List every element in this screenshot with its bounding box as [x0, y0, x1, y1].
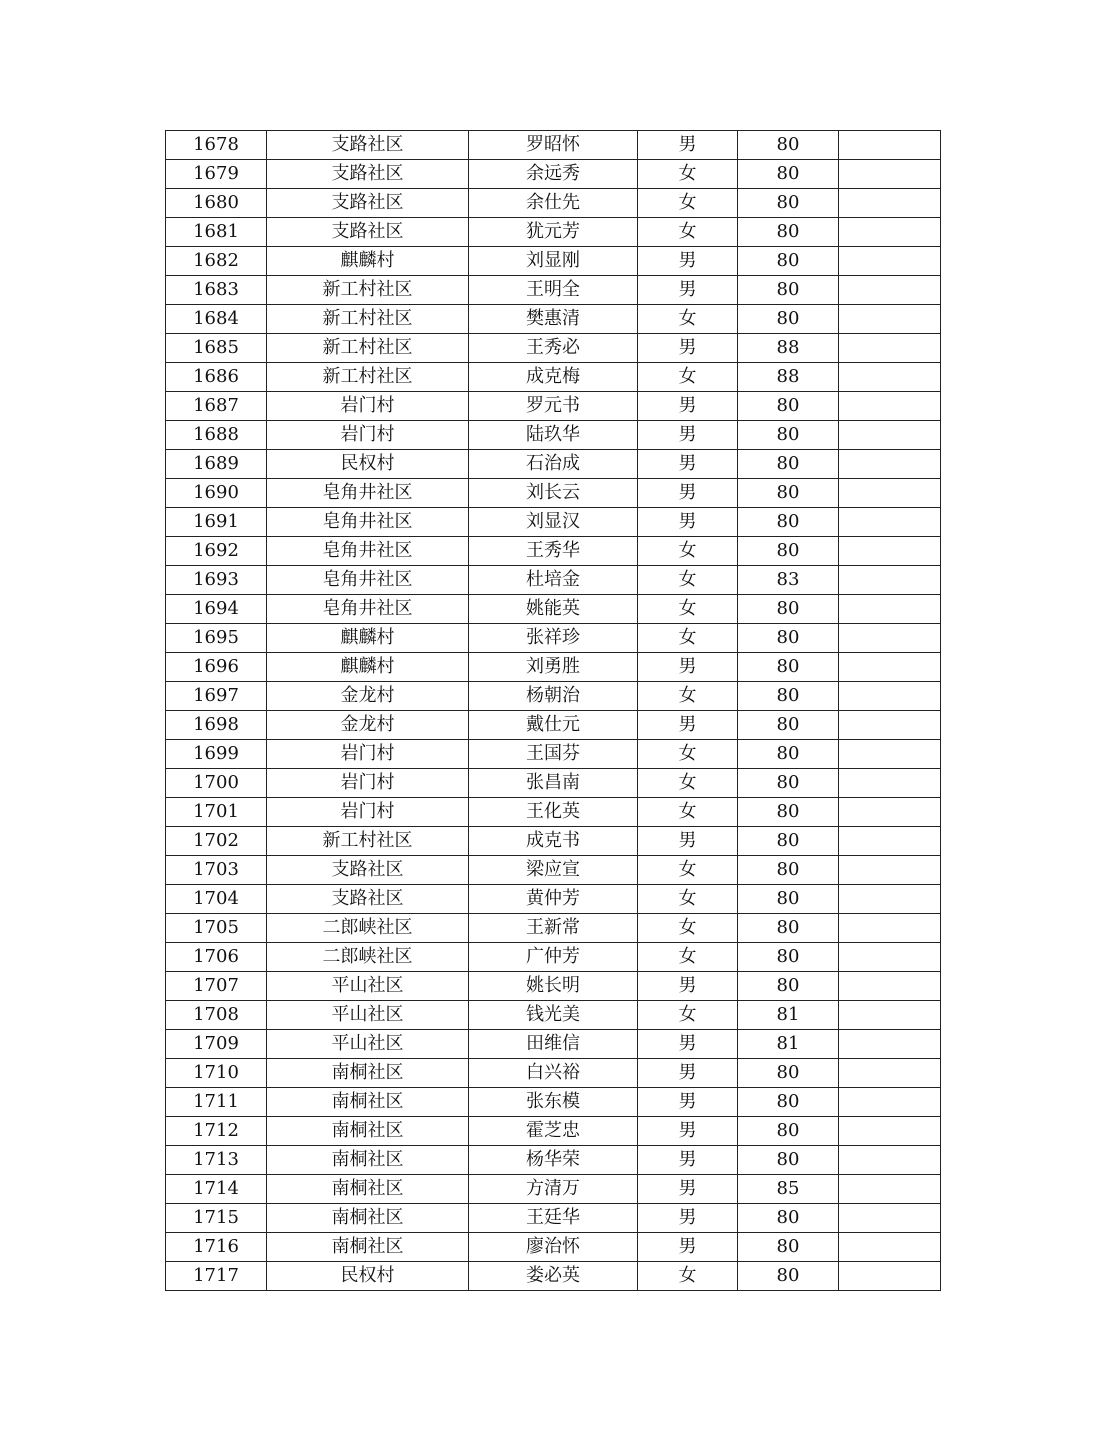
remark-cell	[839, 914, 941, 943]
community-cell: 皂角井社区	[267, 566, 469, 595]
community-cell: 岩门村	[267, 798, 469, 827]
remark-cell	[839, 218, 941, 247]
row-number-cell: 1702	[166, 827, 267, 856]
person-name-cell: 张东模	[469, 1088, 638, 1117]
gender-cell: 女	[638, 740, 738, 769]
row-number-cell: 1711	[166, 1088, 267, 1117]
row-number-cell: 1684	[166, 305, 267, 334]
remark-cell	[839, 363, 941, 392]
remark-cell	[839, 479, 941, 508]
age-cell: 81	[738, 1030, 839, 1059]
table-row	[166, 711, 941, 740]
community-cell: 南桐社区	[267, 1233, 469, 1262]
table-row	[166, 1233, 941, 1262]
row-number-cell: 1689	[166, 450, 267, 479]
person-name-cell: 戴仕元	[469, 711, 638, 740]
person-name-cell: 王国芬	[469, 740, 638, 769]
table-row	[166, 682, 941, 711]
row-number-cell: 1710	[166, 1059, 267, 1088]
remark-cell	[839, 885, 941, 914]
age-cell: 80	[738, 943, 839, 972]
gender-cell: 男	[638, 1030, 738, 1059]
community-cell: 金龙村	[267, 682, 469, 711]
gender-cell: 女	[638, 305, 738, 334]
age-cell: 88	[738, 334, 839, 363]
table-row	[166, 566, 941, 595]
remark-cell	[839, 1030, 941, 1059]
gender-cell: 男	[638, 1146, 738, 1175]
person-name-cell: 王化英	[469, 798, 638, 827]
row-number-cell: 1686	[166, 363, 267, 392]
remark-cell	[839, 1059, 941, 1088]
community-cell: 岩门村	[267, 769, 469, 798]
age-cell: 80	[738, 392, 839, 421]
person-name-cell: 梁应宣	[469, 856, 638, 885]
community-cell: 支路社区	[267, 160, 469, 189]
gender-cell: 女	[638, 537, 738, 566]
community-cell: 支路社区	[267, 218, 469, 247]
gender-cell: 女	[638, 624, 738, 653]
age-cell: 80	[738, 595, 839, 624]
community-cell: 民权村	[267, 450, 469, 479]
remark-cell	[839, 711, 941, 740]
community-cell: 新工村社区	[267, 334, 469, 363]
community-cell: 皂角井社区	[267, 537, 469, 566]
person-name-cell: 王新常	[469, 914, 638, 943]
gender-cell: 男	[638, 827, 738, 856]
community-cell: 支路社区	[267, 189, 469, 218]
age-cell: 80	[738, 1146, 839, 1175]
community-cell: 新工村社区	[267, 827, 469, 856]
row-number-cell: 1699	[166, 740, 267, 769]
person-name-cell: 杨华荣	[469, 1146, 638, 1175]
remark-cell	[839, 1204, 941, 1233]
remark-cell	[839, 798, 941, 827]
gender-cell: 女	[638, 885, 738, 914]
remark-cell	[839, 247, 941, 276]
community-cell: 南桐社区	[267, 1204, 469, 1233]
gender-cell: 女	[638, 856, 738, 885]
table-row	[166, 624, 941, 653]
remark-cell	[839, 769, 941, 798]
age-cell: 80	[738, 160, 839, 189]
gender-cell: 男	[638, 653, 738, 682]
table-row	[166, 537, 941, 566]
row-number-cell: 1701	[166, 798, 267, 827]
community-cell: 皂角井社区	[267, 595, 469, 624]
table-row	[166, 972, 941, 1001]
table-row	[166, 1204, 941, 1233]
community-cell: 新工村社区	[267, 305, 469, 334]
remark-cell	[839, 1088, 941, 1117]
community-cell: 岩门村	[267, 740, 469, 769]
age-cell: 80	[738, 1262, 839, 1291]
gender-cell: 女	[638, 189, 738, 218]
age-cell: 80	[738, 1059, 839, 1088]
row-number-cell: 1680	[166, 189, 267, 218]
row-number-cell: 1682	[166, 247, 267, 276]
age-cell: 88	[738, 363, 839, 392]
table-row	[166, 392, 941, 421]
gender-cell: 男	[638, 1204, 738, 1233]
remark-cell	[839, 508, 941, 537]
person-name-cell: 廖治怀	[469, 1233, 638, 1262]
row-number-cell: 1694	[166, 595, 267, 624]
community-cell: 南桐社区	[267, 1059, 469, 1088]
age-cell: 80	[738, 769, 839, 798]
age-cell: 83	[738, 566, 839, 595]
person-name-cell: 张祥珍	[469, 624, 638, 653]
table-row	[166, 450, 941, 479]
table-row	[166, 1175, 941, 1204]
table-row	[166, 218, 941, 247]
gender-cell: 女	[638, 363, 738, 392]
community-cell: 南桐社区	[267, 1117, 469, 1146]
gender-cell: 男	[638, 247, 738, 276]
person-name-cell: 余远秀	[469, 160, 638, 189]
age-cell: 80	[738, 798, 839, 827]
gender-cell: 男	[638, 421, 738, 450]
gender-cell: 女	[638, 769, 738, 798]
row-number-cell: 1693	[166, 566, 267, 595]
community-cell: 民权村	[267, 1262, 469, 1291]
age-cell: 80	[738, 1088, 839, 1117]
table-row	[166, 1001, 941, 1030]
remark-cell	[839, 421, 941, 450]
remark-cell	[839, 392, 941, 421]
table-row	[166, 363, 941, 392]
community-cell: 金龙村	[267, 711, 469, 740]
community-cell: 麒麟村	[267, 624, 469, 653]
person-name-cell: 犹元芳	[469, 218, 638, 247]
person-name-cell: 广仲芳	[469, 943, 638, 972]
person-name-cell: 张昌南	[469, 769, 638, 798]
row-number-cell: 1683	[166, 276, 267, 305]
row-number-cell: 1692	[166, 537, 267, 566]
row-number-cell: 1703	[166, 856, 267, 885]
person-name-cell: 杨朝治	[469, 682, 638, 711]
community-cell: 麒麟村	[267, 247, 469, 276]
age-cell: 80	[738, 914, 839, 943]
gender-cell: 女	[638, 1262, 738, 1291]
row-number-cell: 1700	[166, 769, 267, 798]
age-cell: 80	[738, 508, 839, 537]
remark-cell	[839, 740, 941, 769]
gender-cell: 男	[638, 392, 738, 421]
age-cell: 80	[738, 1117, 839, 1146]
row-number-cell: 1709	[166, 1030, 267, 1059]
table-row	[166, 276, 941, 305]
community-cell: 麒麟村	[267, 653, 469, 682]
age-cell: 80	[738, 827, 839, 856]
row-number-cell: 1714	[166, 1175, 267, 1204]
age-cell: 80	[738, 479, 839, 508]
person-name-cell: 樊惠清	[469, 305, 638, 334]
row-number-cell: 1715	[166, 1204, 267, 1233]
gender-cell: 男	[638, 131, 738, 160]
community-cell: 新工村社区	[267, 363, 469, 392]
row-number-cell: 1707	[166, 972, 267, 1001]
person-name-cell: 罗昭怀	[469, 131, 638, 160]
gender-cell: 男	[638, 334, 738, 363]
table-row	[166, 160, 941, 189]
person-name-cell: 姚长明	[469, 972, 638, 1001]
remark-cell	[839, 450, 941, 479]
person-name-cell: 刘勇胜	[469, 653, 638, 682]
community-cell: 支路社区	[267, 856, 469, 885]
gender-cell: 男	[638, 450, 738, 479]
person-name-cell: 娄必英	[469, 1262, 638, 1291]
table-row	[166, 1146, 941, 1175]
person-name-cell: 黄仲芳	[469, 885, 638, 914]
table-row	[166, 131, 941, 160]
remark-cell	[839, 653, 941, 682]
table-row	[166, 334, 941, 363]
row-number-cell: 1695	[166, 624, 267, 653]
age-cell: 85	[738, 1175, 839, 1204]
person-name-cell: 石治成	[469, 450, 638, 479]
remark-cell	[839, 537, 941, 566]
person-name-cell: 成克梅	[469, 363, 638, 392]
row-number-cell: 1681	[166, 218, 267, 247]
person-name-cell: 刘显刚	[469, 247, 638, 276]
gender-cell: 男	[638, 276, 738, 305]
community-cell: 二郎峡社区	[267, 943, 469, 972]
table-row	[166, 1117, 941, 1146]
person-name-cell: 余仕先	[469, 189, 638, 218]
person-name-cell: 成克书	[469, 827, 638, 856]
row-number-cell: 1704	[166, 885, 267, 914]
remark-cell	[839, 1117, 941, 1146]
remark-cell	[839, 943, 941, 972]
remark-cell	[839, 1175, 941, 1204]
gender-cell: 男	[638, 1175, 738, 1204]
row-number-cell: 1697	[166, 682, 267, 711]
person-name-cell: 王廷华	[469, 1204, 638, 1233]
gender-cell: 女	[638, 798, 738, 827]
age-cell: 80	[738, 276, 839, 305]
gender-cell: 男	[638, 508, 738, 537]
community-cell: 南桐社区	[267, 1146, 469, 1175]
table-row	[166, 798, 941, 827]
gender-cell: 女	[638, 160, 738, 189]
community-cell: 新工村社区	[267, 276, 469, 305]
person-name-cell: 刘长云	[469, 479, 638, 508]
person-name-cell: 姚能英	[469, 595, 638, 624]
age-cell: 80	[738, 537, 839, 566]
community-cell: 平山社区	[267, 1001, 469, 1030]
row-number-cell: 1706	[166, 943, 267, 972]
age-cell: 80	[738, 653, 839, 682]
row-number-cell: 1678	[166, 131, 267, 160]
table-row	[166, 914, 941, 943]
age-cell: 80	[738, 421, 839, 450]
table-row	[166, 305, 941, 334]
community-cell: 支路社区	[267, 131, 469, 160]
person-name-cell: 霍芝忠	[469, 1117, 638, 1146]
person-name-cell: 王明全	[469, 276, 638, 305]
age-cell: 80	[738, 740, 839, 769]
person-name-cell: 王秀必	[469, 334, 638, 363]
community-cell: 平山社区	[267, 972, 469, 1001]
row-number-cell: 1696	[166, 653, 267, 682]
age-cell: 80	[738, 1204, 839, 1233]
age-cell: 80	[738, 711, 839, 740]
person-name-cell: 钱光美	[469, 1001, 638, 1030]
remark-cell	[839, 305, 941, 334]
remark-cell	[839, 334, 941, 363]
remark-cell	[839, 1001, 941, 1030]
table-row	[166, 421, 941, 450]
remark-cell	[839, 856, 941, 885]
person-name-cell: 方清万	[469, 1175, 638, 1204]
gender-cell: 女	[638, 682, 738, 711]
community-cell: 支路社区	[267, 885, 469, 914]
table-row	[166, 885, 941, 914]
age-cell: 80	[738, 218, 839, 247]
table-row	[166, 1030, 941, 1059]
gender-cell: 女	[638, 566, 738, 595]
row-number-cell: 1679	[166, 160, 267, 189]
table-row	[166, 1059, 941, 1088]
gender-cell: 男	[638, 1117, 738, 1146]
remark-cell	[839, 827, 941, 856]
age-cell: 80	[738, 856, 839, 885]
age-cell: 81	[738, 1001, 839, 1030]
table-row	[166, 479, 941, 508]
community-cell: 二郎峡社区	[267, 914, 469, 943]
table-row	[166, 856, 941, 885]
person-name-cell: 杜培金	[469, 566, 638, 595]
table-row	[166, 189, 941, 218]
row-number-cell: 1708	[166, 1001, 267, 1030]
table-row	[166, 740, 941, 769]
community-cell: 皂角井社区	[267, 479, 469, 508]
table-row	[166, 1262, 941, 1291]
gender-cell: 男	[638, 972, 738, 1001]
gender-cell: 男	[638, 479, 738, 508]
remark-cell	[839, 189, 941, 218]
gender-cell: 男	[638, 1233, 738, 1262]
age-cell: 80	[738, 305, 839, 334]
row-number-cell: 1688	[166, 421, 267, 450]
community-cell: 南桐社区	[267, 1175, 469, 1204]
gender-cell: 女	[638, 943, 738, 972]
community-cell: 岩门村	[267, 392, 469, 421]
gender-cell: 女	[638, 1001, 738, 1030]
table-row	[166, 1088, 941, 1117]
community-cell: 南桐社区	[267, 1088, 469, 1117]
remark-cell	[839, 624, 941, 653]
person-name-cell: 陆玖华	[469, 421, 638, 450]
table-row	[166, 508, 941, 537]
age-cell: 80	[738, 131, 839, 160]
gender-cell: 女	[638, 595, 738, 624]
community-cell: 岩门村	[267, 421, 469, 450]
row-number-cell: 1685	[166, 334, 267, 363]
row-number-cell: 1713	[166, 1146, 267, 1175]
row-number-cell: 1698	[166, 711, 267, 740]
remark-cell	[839, 595, 941, 624]
row-number-cell: 1716	[166, 1233, 267, 1262]
remark-cell	[839, 276, 941, 305]
person-name-cell: 田维信	[469, 1030, 638, 1059]
row-number-cell: 1687	[166, 392, 267, 421]
row-number-cell: 1712	[166, 1117, 267, 1146]
roster-table-body	[166, 131, 941, 1291]
table-row	[166, 653, 941, 682]
community-cell: 平山社区	[267, 1030, 469, 1059]
gender-cell: 男	[638, 1088, 738, 1117]
remark-cell	[839, 1146, 941, 1175]
table-row	[166, 595, 941, 624]
person-name-cell: 白兴裕	[469, 1059, 638, 1088]
gender-cell: 男	[638, 711, 738, 740]
remark-cell	[839, 131, 941, 160]
age-cell: 80	[738, 450, 839, 479]
age-cell: 80	[738, 972, 839, 1001]
person-name-cell: 刘显汉	[469, 508, 638, 537]
person-name-cell: 王秀华	[469, 537, 638, 566]
roster-table	[165, 130, 941, 1291]
remark-cell	[839, 1262, 941, 1291]
gender-cell: 女	[638, 914, 738, 943]
remark-cell	[839, 682, 941, 711]
age-cell: 80	[738, 885, 839, 914]
gender-cell: 女	[638, 218, 738, 247]
remark-cell	[839, 160, 941, 189]
row-number-cell: 1705	[166, 914, 267, 943]
row-number-cell: 1690	[166, 479, 267, 508]
row-number-cell: 1691	[166, 508, 267, 537]
gender-cell: 男	[638, 1059, 738, 1088]
age-cell: 80	[738, 247, 839, 276]
remark-cell	[839, 566, 941, 595]
community-cell: 皂角井社区	[267, 508, 469, 537]
age-cell: 80	[738, 624, 839, 653]
age-cell: 80	[738, 682, 839, 711]
age-cell: 80	[738, 1233, 839, 1262]
row-number-cell: 1717	[166, 1262, 267, 1291]
table-row	[166, 769, 941, 798]
remark-cell	[839, 972, 941, 1001]
table-row	[166, 943, 941, 972]
remark-cell	[839, 1233, 941, 1262]
age-cell: 80	[738, 189, 839, 218]
person-name-cell: 罗元书	[469, 392, 638, 421]
table-row	[166, 247, 941, 276]
table-row	[166, 827, 941, 856]
